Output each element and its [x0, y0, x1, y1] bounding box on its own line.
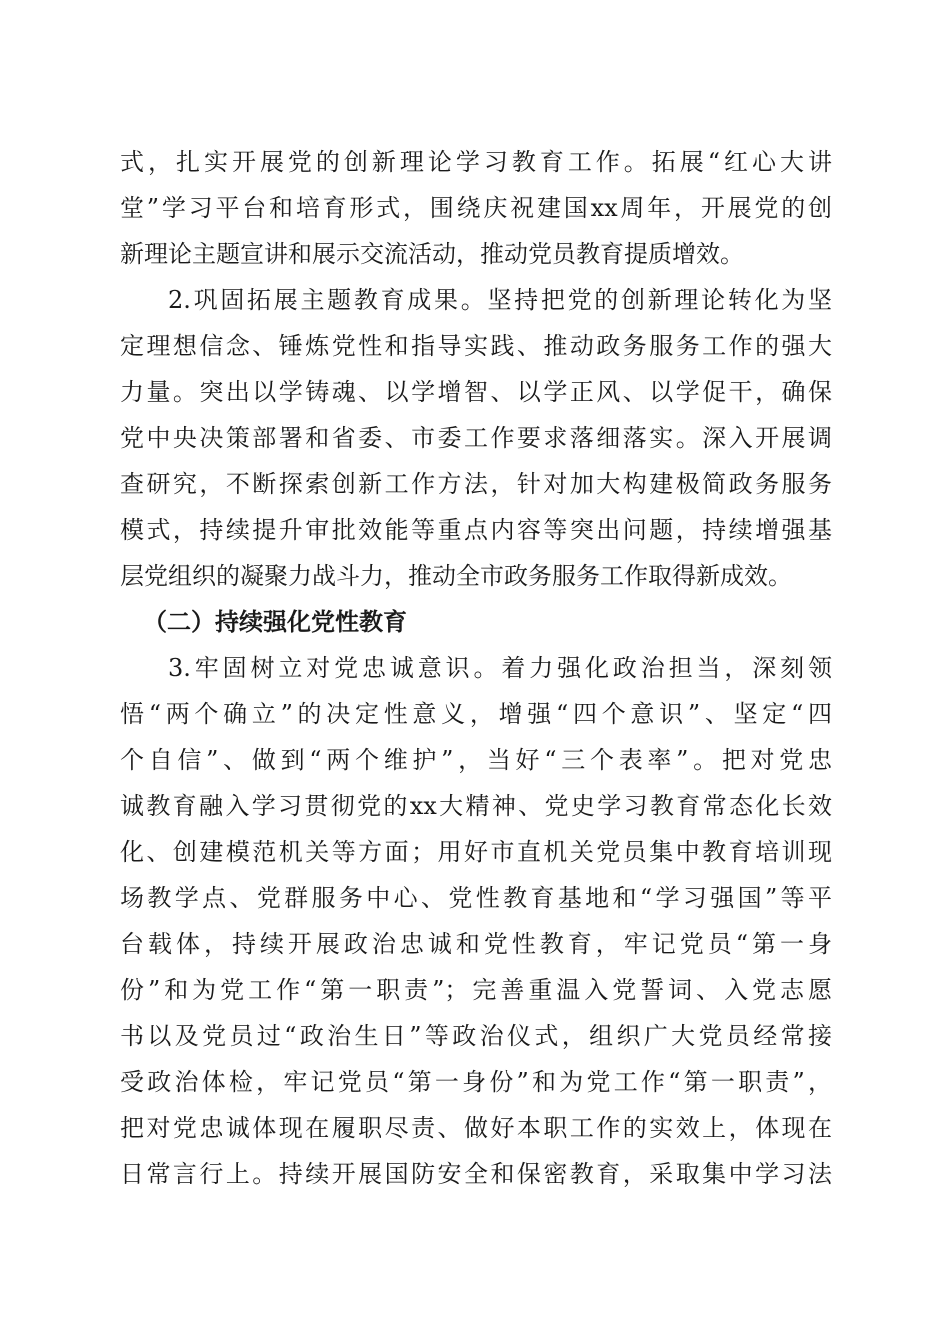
paragraph-line: 化、创建模范机关等方面；用好市直机关党员集中教育培训现 [120, 838, 832, 866]
paragraph-line: 新理论主题宣讲和展示交流活动，推动党员教育提质增效。 [120, 240, 744, 268]
paragraph-line: 台载体，持续开展政治忠诚和党性教育，牢记党员“第一身 [120, 930, 832, 958]
paragraph-line: 3.牢固树立对党忠诚意识。着力强化政治担当，深刻领 [168, 654, 832, 682]
paragraph-line: 场教学点、党群服务中心、党性教育基地和“学习强国”等平 [120, 884, 832, 912]
paragraph-line: 个自信”、做到“两个维护”，当好“三个表率”。把对党忠 [120, 746, 832, 774]
paragraph-line: 定理想信念、锤炼党性和指导实践、推动政务服务工作的强大 [120, 332, 832, 360]
paragraph-line: 悟“两个确立”的决定性意义，增强“四个意识”、坚定“四 [120, 700, 832, 728]
paragraph-line: 党中央决策部署和省委、市委工作要求落细落实。深入开展调 [120, 424, 832, 452]
paragraph-line: 堂”学习平台和培育形式，围绕庆祝建国xx周年，开展党的创 [120, 194, 832, 222]
paragraph-line: 把对党忠诚体现在履职尽责、做好本职工作的实效上，体现在 [120, 1114, 832, 1142]
paragraph-line: 2.巩固拓展主题教育成果。坚持把党的创新理论转化为坚 [168, 286, 832, 314]
paragraph-line: 诚教育融入学习贯彻党的xx大精神、党史学习教育常态化长效 [120, 792, 832, 820]
paragraph-line: 受政治体检，牢记党员“第一身份”和为党工作“第一职责”， [120, 1068, 832, 1096]
paragraph-line: 书以及党员过“政治生日”等政治仪式，组织广大党员经常接 [120, 1022, 832, 1050]
paragraph-line: 模式，持续提升审批效能等重点内容等突出问题，持续增强基 [120, 516, 832, 544]
paragraph-line: 层党组织的凝聚力战斗力，推动全市政务服务工作取得新成效。 [120, 562, 792, 590]
paragraph-line: 式，扎实开展党的创新理论学习教育工作。拓展“红心大讲 [120, 148, 832, 176]
paragraph-line: 份”和为党工作“第一职责”；完善重温入党誓词、入党志愿 [120, 976, 832, 1004]
section-heading: （二）持续强化党性教育 [143, 607, 407, 636]
paragraph-line: 力量。突出以学铸魂、以学增智、以学正风、以学促干，确保 [120, 378, 832, 406]
paragraph-line: 查研究，不断探索创新工作方法，针对加大构建极简政务服务 [120, 470, 832, 498]
paragraph-line: 日常言行上。持续开展国防安全和保密教育，采取集中学习法 [120, 1160, 832, 1188]
